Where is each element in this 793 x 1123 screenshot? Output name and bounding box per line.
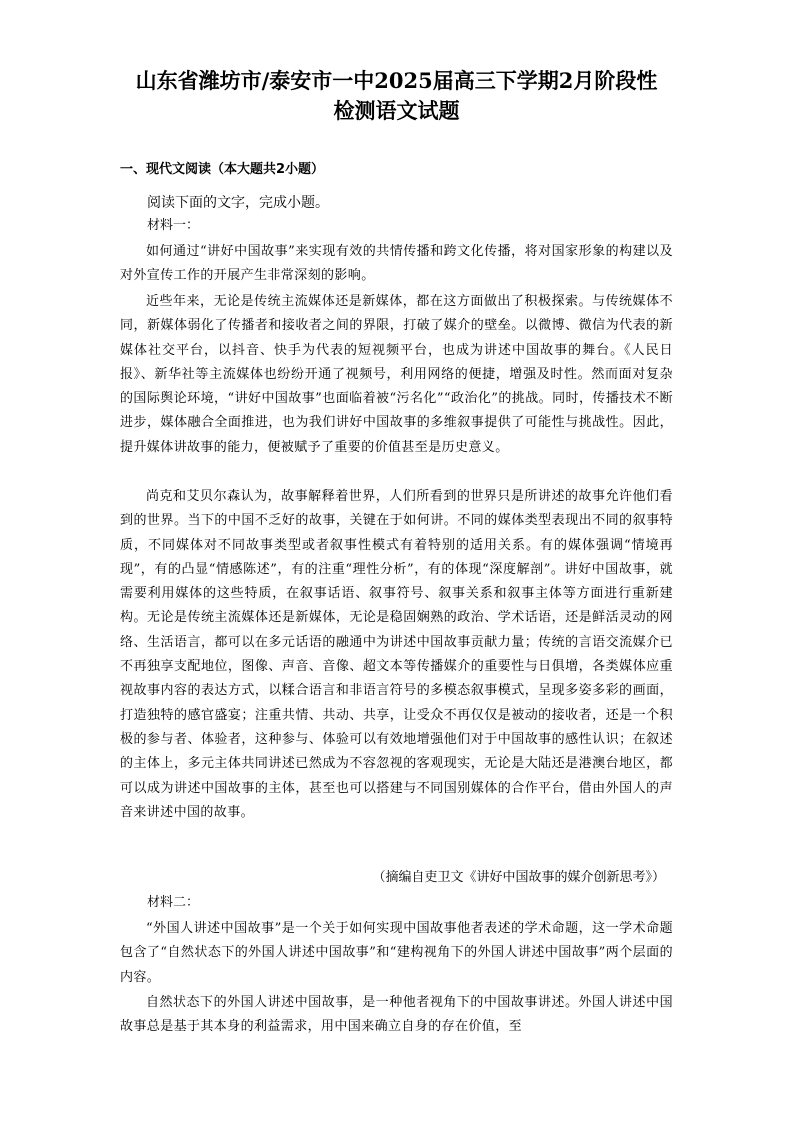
material-1-paragraph: 尚克和艾贝尔森认为，故事解释着世界，人们所看到的世界只是所讲述的故事允许他们看到的世界。当下的中国不乏好的故事，关键在于如何讲。不同的媒体类型表现出不同的叙事特质，不同媒体对不同故事类型或者叙事性模式有着特别的适用关系。有的媒体强调“情境再现”，有的凸显“情感陈述”，有的注重“理性分析”，有的体现“深度解剖”。讲好中国故事，就需要利用媒体的这些特质，在叙事话语、叙事符号、叙事关系和叙事主体等方面进行重新建构。无论是传统主流媒体还是新媒体，无论是稳固娴熟的政治、学术话语，还是鲜活灵动的网络、生活语言，都可以在多元话语的融通中为讲述中国故事贡献力量；传统的言语交流媒介已不再独享支配地位，图像、声音、音像、超文本等传播媒介的重要性与日俱增，各类媒体应重视故事内容的表达方式，以糅合语言和非语言符号的多模态叙事模式，呈现多姿多彩的画面，打造独特的感官盛宴；注重共情、共动、共享，让受众不再仅仅是被动的接收者，还是一个积极的参与者、体验者，这种参与、体验可以有效地增强他们对于中国故事的感性认识；在叙述的主体上，多元主体共同讲述已然成为不容忽视的客观现实，无论是大陆还是港澳台地区，都可以成为讲述中国故事的主体，甚至也可以搭建与不同国别媒体的合作平台，借由外国人的声音来讲述中国的故事。 [120, 489, 673, 820]
material-2-paragraph: 自然状态下的外国人讲述中国故事，是一种他者视角下的中国故事讲述。外国人讲述中国故事总是基于其本身的利益需求，用中国来确立自身的存在价值，至 [120, 995, 673, 1035]
reading-instruction: 阅读下面的文字，完成小题。 [147, 195, 329, 211]
material-1-source-citation: （摘编自吏卫文《讲好中国故事的媒介创新思考》） [372, 870, 665, 885]
document-title-line-2: 检测语文试题 [333, 98, 460, 123]
material-1-paragraph: 近些年来，无论是传统主流媒体还是新媒体，都在这方面做出了积极探索。与传统媒体不同，新媒体弱化了传播者和接收者之间的界限，打破了媒介的壁垒。以微博、微信为代表的新媒体社交平台，以抖音、快手为代表的短视频平台，也成为讲述中国故事的舞台。《人民日报》、新华社等主流媒体也纷纷开通了视频号，利用网络的便捷，增强及时性。然而面对复杂的国际舆论环境，“讲好中国故事”也面临着被“污名化”“政治化”的挑战。同时，传播技术不断进步，媒体融合全面推进，也为我们讲好中国故事的多维叙事提供了可能性与挑战性。因此，提升媒体讲故事的能力，便被赋予了重要的价值甚至是历史意义。 [120, 294, 673, 455]
material-2-paragraph: “外国人讲述中国故事”是一个关于如何实现中国故事他者表述的学术命题，这一学术命题包含了“自然状态下的外国人讲述中国故事”和“建构视角下的外国人讲述中国故事”两个层面的内容。 [120, 921, 673, 985]
section-heading: 一、现代文阅读（本大题共2小题） [120, 162, 325, 177]
material-2-label: 材料二： [147, 895, 200, 910]
material-1-label: 材料一： [147, 218, 200, 233]
material-1-paragraph: 如何通过“讲好中国故事”来实现有效的共情传播和跨文化传播，将对国家形象的构建以及对外宣传工作的开展产生非常深刻的影响。 [120, 244, 673, 284]
document-title-line-1: 山东省潍坊市/泰安市一中2025届高三下学期2月阶段性 [135, 68, 658, 93]
